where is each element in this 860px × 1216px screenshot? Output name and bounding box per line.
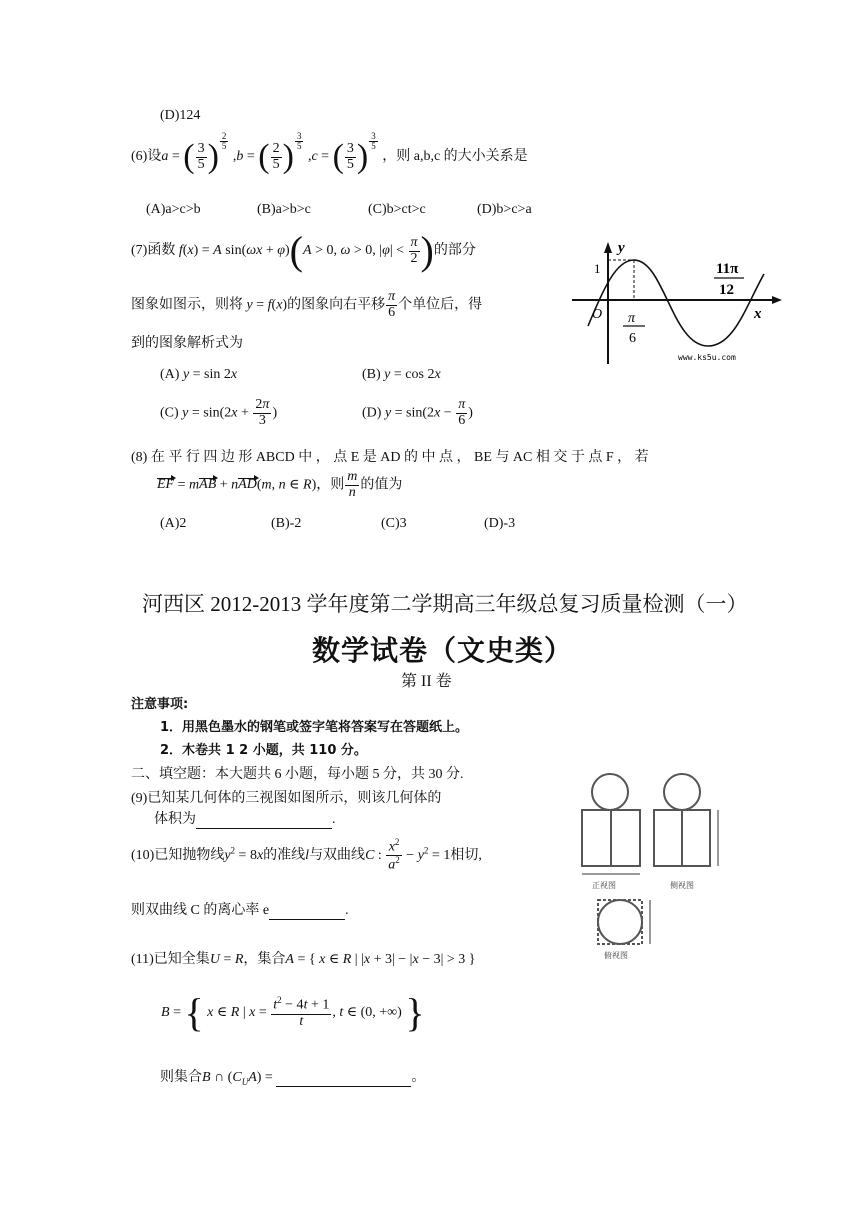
q10-prefix: (10)已知抛物线: [131, 848, 225, 864]
q8-option-d: (D)-3: [484, 516, 516, 531]
q10-mid1: 的准线: [263, 848, 306, 864]
q9-blank: [196, 812, 332, 829]
y-axis-label: y: [618, 240, 625, 256]
q8-line2-suffix: ，则: [316, 477, 345, 493]
q11-line3: 则集合B ∩ $(C_UA)$ = 。: [160, 1070, 426, 1087]
q11-mid: ，集合: [243, 952, 286, 967]
q11-line2: B = { x ∈ R | x = $\frac{t^2 - 4t + 1}{t}$ , t ∈ (0, +∞) }: [161, 990, 425, 1035]
top-view-circle: [598, 900, 642, 944]
q9-line2-text: 体积为: [154, 812, 196, 827]
q7-suffix: 的部分: [433, 243, 476, 259]
q6-option-d: (D)b>c>a: [477, 202, 532, 217]
eleven-pi-label: 11π: [716, 261, 739, 277]
q7-line3: 到的图象解析式为: [131, 336, 243, 351]
top-view-label: 俯视图: [604, 951, 628, 960]
side-view-sphere: [664, 774, 700, 810]
q10-line2-text: 则双曲线 C 的离心率 e: [131, 903, 270, 918]
section-2-header: 二、填空题：本大题共 6 小题，每小题 5 分，共 30 分.: [131, 767, 464, 782]
q7-option-d: (D) y = sin(2x − $\frac{\pi}{6}$ ): [362, 397, 473, 428]
q7-stem: (7)函数 f(x) = A sin(ωx + φ)(A > 0, ω > 0, |φ| < $\frac{\pi}{2}$ )的部分: [131, 228, 476, 273]
watermark: www.ks5u.com: [678, 353, 736, 362]
y-axis-arrow: [604, 242, 612, 253]
one-label: 1: [594, 261, 601, 276]
q10-line1: (10)已知抛物线$y^2 = 8x$的准线l与双曲线C : $\frac{x^2}{a^2}$ − $y^2 = 1$相切,: [131, 837, 482, 873]
q8-option-a: (A)2: [160, 516, 187, 531]
q11-line3-prefix: 则集合: [160, 1070, 202, 1085]
q10-suffix: 相切,: [450, 848, 482, 864]
q10-blank: [269, 903, 345, 920]
twelve-label: 12: [719, 282, 734, 298]
q8-line2: EF = mAB + nAD(m, n ∈ R)，则 $\frac{m}{n}$ 的值为: [157, 469, 403, 500]
q7-option-d-label: (D): [362, 405, 382, 421]
q6-option-c: (C)b>ct>c: [368, 202, 426, 217]
q8-option-c: (C)3: [381, 516, 407, 531]
q11-blank: [276, 1070, 411, 1087]
front-view-sphere: [592, 774, 628, 810]
q11-prefix: (11)已知全集: [131, 952, 210, 967]
q7-option-c-label: (C): [160, 405, 179, 421]
notice-heading: 注意事项:: [131, 697, 189, 712]
q10-mid2: 与双曲线: [309, 848, 366, 864]
q6-option-b: (B)a>b>c: [257, 202, 311, 217]
q6-stem: (6)设a = ( $\frac{3}{5}$ ) $^{\frac{2}{5}}$ ,b = ( $\frac{2}{5}$ ) $^{\frac{3}{5}}$ ,c = ( $\frac{3}{5}$ ) $^{\frac{3}{5}}$ ，则 a,b,c 的大小关系是: [131, 131, 528, 175]
six-label: 6: [629, 331, 636, 346]
origin-label: O: [592, 307, 603, 322]
q7-option-b-label: (B): [362, 367, 381, 382]
pi-label: π: [628, 311, 636, 326]
q7-option-b: (B) y = cos 2x: [362, 367, 441, 382]
q7-option-c: (C) y = sin(2x + $\frac{2\pi}{3}$ ): [160, 397, 278, 428]
q7-line2-prefix: 图象如图示，则将: [131, 297, 243, 313]
side-view-label: 侧视图: [670, 881, 694, 890]
q8-line2-end: 的值为: [360, 477, 403, 493]
q7-sine-graph: [568, 236, 790, 368]
q7-option-a-label: (A): [160, 367, 180, 382]
q9-line1: (9)已知某几何体的三视图如图所示，则该几何体的: [131, 791, 442, 806]
q10-line2: 则双曲线 C 的离心率 e .: [131, 903, 349, 918]
q8-line1: (8) 在 平 行 四 边 形 ABCD 中 ， 点 E 是 AD 的 中 点 ， BE 与 AC 相 交 于 点 F ， 若: [131, 450, 649, 465]
paper-title: 数学试卷（文史类）: [312, 636, 574, 667]
three-view-figure: [574, 772, 736, 962]
q6-suffix: ，则 a,b,c 的大小关系是: [382, 149, 528, 165]
exam-header: 河西区 2012-2013 学年度第二学期高三年级总复习质量检测（一）: [142, 592, 748, 616]
q7-option-a: (A) y = sin 2x: [160, 367, 238, 382]
q5-option-d: (D)124: [160, 108, 201, 123]
x-axis-arrow: [772, 296, 782, 304]
notice-item-1: 1．用黑色墨水的钢笔或签字笔将答案写在答题纸上。: [160, 720, 469, 735]
q11-line1: (11)已知全集U = R，集合A = { x ∈ R | |x + 3| − |x − 3| > 3 }: [131, 952, 476, 967]
front-view-label: 正视图: [592, 881, 616, 890]
q9-line2: 体积为 .: [154, 812, 336, 827]
volume-label: 第 II 卷: [401, 673, 452, 690]
q6-option-a: (A)a>c>b: [146, 202, 201, 217]
q8-option-b: (B)-2: [271, 516, 302, 531]
q7-line2-suffix: 个单位后，得: [398, 297, 483, 313]
q7-line2-mid: 的图象向右平移: [287, 297, 386, 313]
q6-prefix: (6)设: [131, 149, 162, 165]
q7-line2: 图象如图示，则将 y = f(x)的图象向右平移 $\frac{\pi}{6}$ 个单位后，得: [131, 289, 483, 320]
x-axis-label: x: [754, 306, 762, 322]
notice-item-2: 2．木卷共 1 2 小题，共 110 分。: [160, 743, 367, 758]
q7-prefix: (7)函数: [131, 243, 176, 259]
